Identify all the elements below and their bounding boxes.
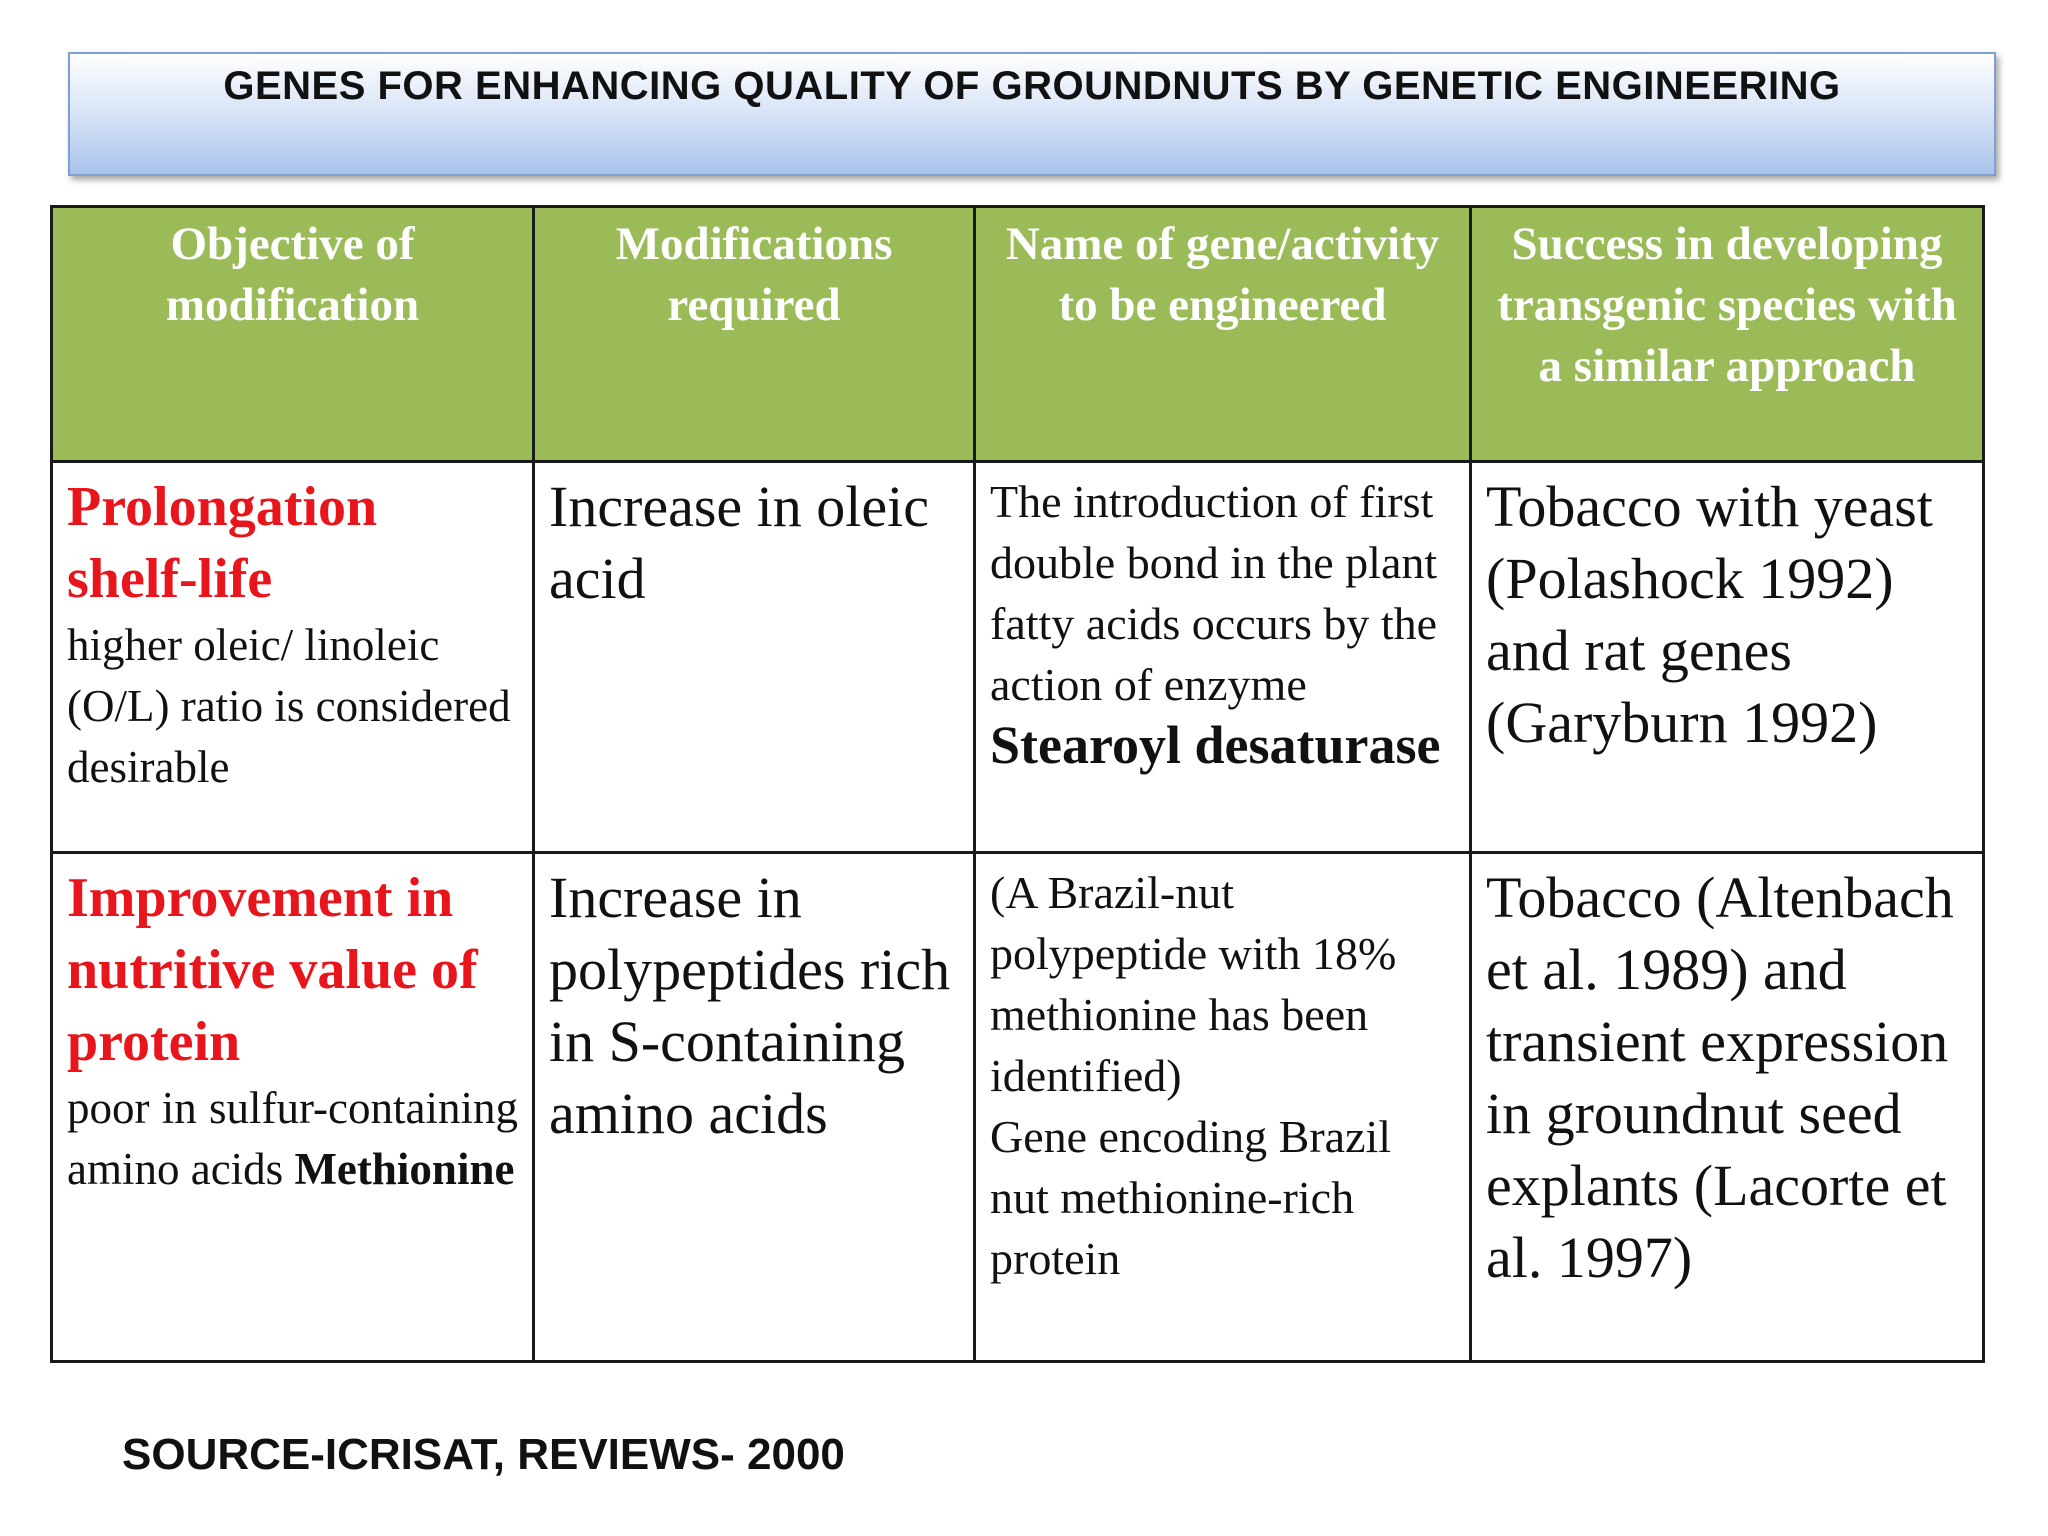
genes-table <box>50 205 1985 1363</box>
title-banner <box>68 52 1996 176</box>
enzyme-name: Stearoyl desaturase <box>990 715 1441 775</box>
gene-text: (A Brazil-nut polypeptide with 18% methionine has been identified) <box>990 867 1397 1101</box>
page-title: GENES FOR ENHANCING QUALITY OF GROUNDNUTS BY GENETIC ENGINEERING <box>223 64 1841 108</box>
gene-text: The introduction of first double bond in the plant fatty acids occurs by the action of enzyme <box>990 476 1438 710</box>
gene-description <box>990 471 1455 778</box>
objective-detail: higher oleic/ linoleic (O/L) ratio is considered desirable <box>67 620 511 792</box>
source-citation: SOURCE-ICRISAT, REVIEWS- 2000 <box>122 1430 845 1479</box>
header-gene: Name of gene/activity to be engineered <box>975 207 1471 462</box>
table-row <box>52 462 1984 853</box>
objective-heading: Improvement in nutritive value of protein <box>67 867 478 1073</box>
header-success: Success in developing transgenic species with a similar approach <box>1471 207 1984 462</box>
modification-text: Increase in oleic acid <box>549 474 930 611</box>
objective-detail-bold: Methionine <box>294 1144 515 1194</box>
gene-text-2: Gene encoding Brazil nut methionine-rich protein <box>990 1111 1392 1284</box>
table-row <box>52 853 1984 1362</box>
success-text: Tobacco with yeast (Polashock 1992) and rat genes (Garyburn 1992) <box>1486 474 1933 755</box>
cell-modification <box>534 462 975 853</box>
header-objective: Objective of modification <box>52 207 534 462</box>
cell-success <box>1471 462 1984 853</box>
cell-success <box>1471 853 1984 1362</box>
header-modifications: Modifications required <box>534 207 975 462</box>
objective-heading: Prolongation shelf-life <box>67 476 378 610</box>
objective-detail <box>67 1078 518 1200</box>
cell-objective <box>52 853 534 1362</box>
cell-modification <box>534 853 975 1362</box>
cell-gene <box>975 853 1471 1362</box>
cell-objective <box>52 462 534 853</box>
success-text: Tobacco (Altenbach et al. 1989) and transient expression in groundnut seed explants (Lacorte et al. 1997) <box>1486 865 1954 1290</box>
modification-text: Increase in polypeptides rich in S-containing amino acids <box>549 865 951 1146</box>
objective-detail-text: poor in sulfur-containing amino acids <box>67 1083 518 1194</box>
table-header-row <box>52 207 1984 462</box>
cell-gene <box>975 462 1471 853</box>
